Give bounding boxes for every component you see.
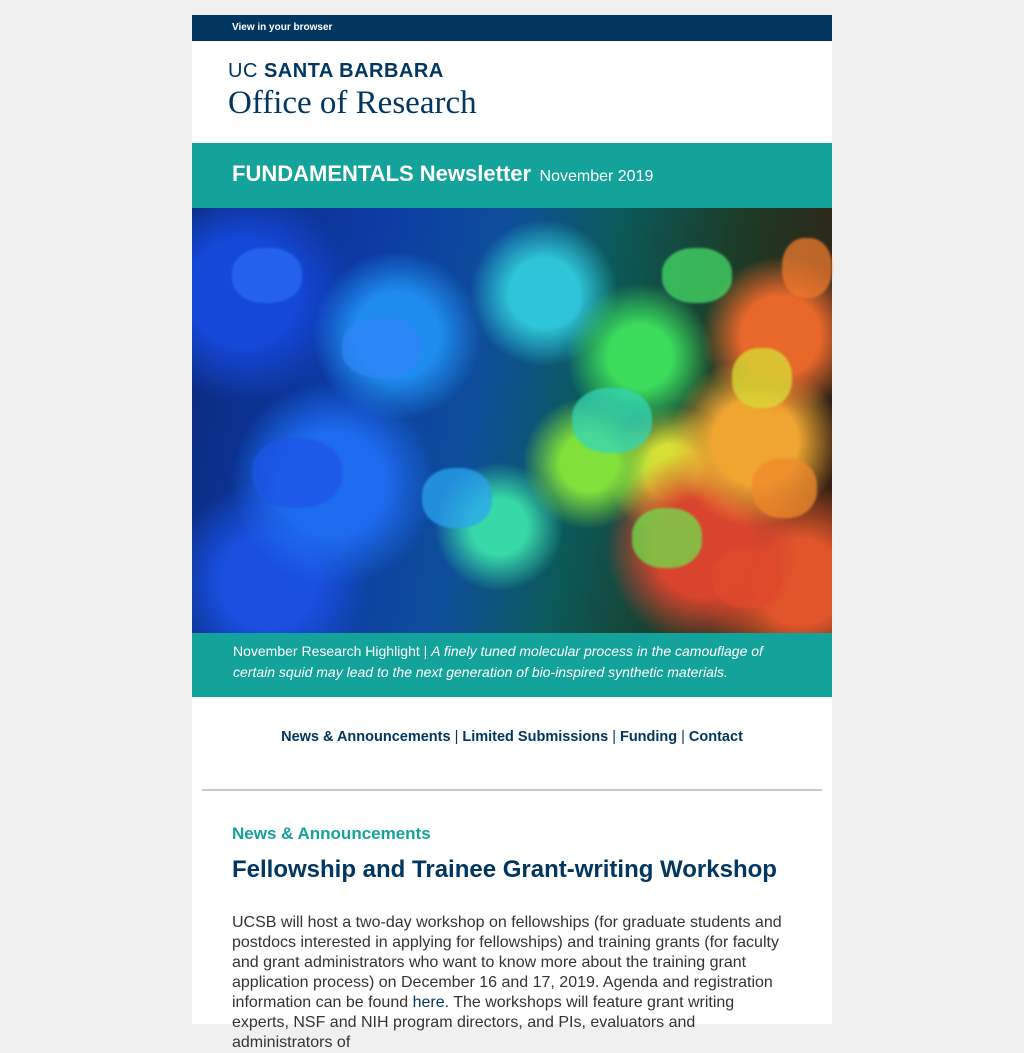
section-nav [192, 697, 832, 789]
nav-separator: | [681, 729, 685, 745]
hero-cell-decoration [232, 248, 302, 303]
newsletter-date: November 2019 [539, 168, 654, 185]
nav-funding[interactable]: Funding [619, 729, 678, 745]
hero-cell-decoration [732, 348, 792, 408]
hero-cell-decoration [632, 508, 702, 568]
hero-cell-decoration [342, 318, 422, 378]
view-in-browser-link[interactable]: View in your browser [232, 22, 333, 33]
caption-prefix: November Research Highlight | [233, 643, 432, 659]
nav-limited-submissions[interactable]: Limited Submissions [462, 729, 609, 745]
brand-header [192, 41, 832, 143]
wordmark-uc: UC [228, 60, 258, 82]
article-headline[interactable]: Fellowship and Trainee Grant-writing Workshop [232, 856, 777, 883]
hero-cell-decoration [782, 238, 832, 298]
caption-text: A finely tuned molecular process in the camouflage of certain squid may lead to the next generation of bio-inspired synthetic materials. [233, 643, 763, 680]
section-kicker: News & Announcements [232, 824, 431, 843]
hero-cell-decoration [422, 468, 492, 528]
ucsb-wordmark [228, 59, 832, 83]
hero-cell-decoration [712, 548, 782, 608]
nav-news-announcements[interactable]: News & Announcements [281, 729, 451, 745]
hero-image[interactable] [192, 208, 832, 633]
nav-separator: | [612, 729, 616, 745]
article-body [232, 913, 792, 1053]
top-bar [192, 15, 832, 41]
newsletter-title: FUNDAMENTALS Newsletter [232, 161, 532, 186]
nav-contact[interactable]: Contact [688, 729, 743, 745]
registration-link[interactable]: here [412, 994, 445, 1011]
hero-cell-decoration [512, 268, 582, 328]
newsletter-container [192, 15, 832, 1051]
newsletter-banner [192, 143, 832, 208]
hero-cell-decoration [252, 438, 342, 508]
news-section [192, 791, 832, 1053]
hero-cell-decoration [572, 388, 652, 453]
nav-separator: | [454, 729, 459, 745]
hero-caption [192, 633, 832, 697]
wordmark-santa-barbara: SANTA BARBARA [263, 60, 444, 82]
hero-cell-decoration [662, 248, 732, 303]
body-text-1: UCSB will host a two-day workshop on fellowships (for graduate students and postdocs interested in applying for fellowships) and training grants (for faculty and grant administrators who want to know more about the training grant application process) on December 16 and 17, 2019. Agenda and registration information can be found [232, 914, 782, 1011]
office-of-research-title: Office of Research [228, 85, 477, 121]
hero-cell-decoration [752, 458, 817, 518]
body-text-2: . The workshops will feature grant writing experts, NSF and NIH program directors, and PIs, evaluators and administrators of [232, 994, 735, 1051]
